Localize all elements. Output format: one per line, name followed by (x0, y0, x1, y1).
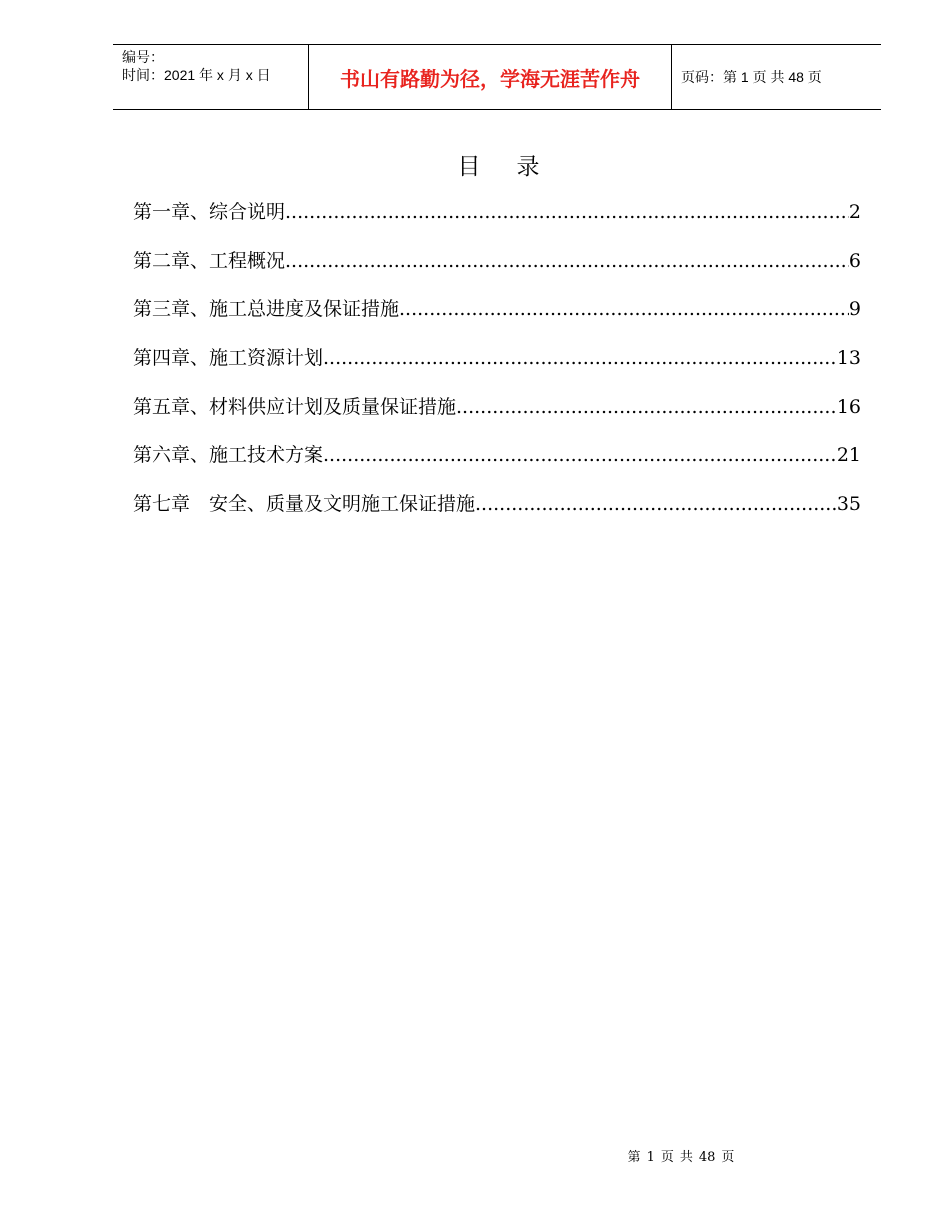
toc-entry-label: 第六章、施工技术方案 (133, 444, 324, 467)
toc-leader-dots (456, 391, 837, 423)
toc-title-char: 目 (457, 154, 481, 180)
footer-current-page: 1 (646, 1150, 655, 1165)
header-number-label: 编号： (122, 49, 164, 65)
toc-entry-page: 6 (848, 249, 861, 272)
toc-entry-page: 9 (848, 298, 861, 321)
toc-entry-label: 第七章 安全、质量及文明施工保证措施 (133, 493, 476, 516)
toc-leader-dots (475, 488, 837, 520)
header-page-info: 页码：第 1 页 共 48 页 (681, 69, 822, 85)
toc-entry-page: 16 (836, 395, 861, 418)
toc-entry-chapter-7[interactable] (133, 488, 861, 537)
toc-entry-page: 2 (848, 201, 861, 223)
toc-leader-dots (285, 196, 849, 228)
toc-entry-label: 第一章、综合说明 (133, 201, 286, 223)
footer-total-pages: 48 (698, 1150, 716, 1165)
footer-prefix: 第 (627, 1150, 641, 1165)
toc-entry-chapter-5[interactable] (133, 391, 861, 440)
toc-entry-chapter-3[interactable] (133, 293, 861, 342)
toc-entry-label: 第二章、工程概况 (133, 249, 286, 272)
toc-entry-label: 第五章、材料供应计划及质量保证措施 (133, 395, 457, 418)
toc-entry-page: 21 (836, 444, 861, 467)
footer-suffix: 页 (721, 1150, 735, 1165)
header-meta-cell (113, 45, 309, 109)
toc-entry-label: 第三章、施工总进度及保证措施 (133, 298, 400, 321)
table-of-contents (133, 196, 861, 537)
toc-leader-dots (285, 245, 849, 277)
toc-title (0, 148, 950, 181)
header-time-label: 时间：2021 年 x 月 x 日 (122, 67, 271, 83)
toc-leader-dots (323, 439, 837, 471)
header-motto: 书山有路勤为径，学海无涯苦作舟 (309, 45, 672, 109)
footer-page-word: 页 (660, 1150, 674, 1165)
toc-leader-dots (323, 342, 837, 374)
toc-title-char: 录 (516, 154, 540, 180)
toc-entry-chapter-4[interactable] (133, 342, 861, 391)
toc-leader-dots (399, 293, 849, 325)
toc-entry-page: 35 (836, 493, 861, 516)
toc-entry-chapter-6[interactable] (133, 439, 861, 488)
toc-entry-label: 第四章、施工资源计划 (133, 347, 324, 370)
page-footer (0, 1146, 950, 1165)
toc-entry-page: 13 (836, 347, 861, 370)
document-header (113, 44, 881, 110)
toc-entry-chapter-1[interactable] (133, 196, 861, 245)
toc-entry-chapter-2[interactable] (133, 245, 861, 294)
footer-total-word: 共 (679, 1150, 693, 1165)
